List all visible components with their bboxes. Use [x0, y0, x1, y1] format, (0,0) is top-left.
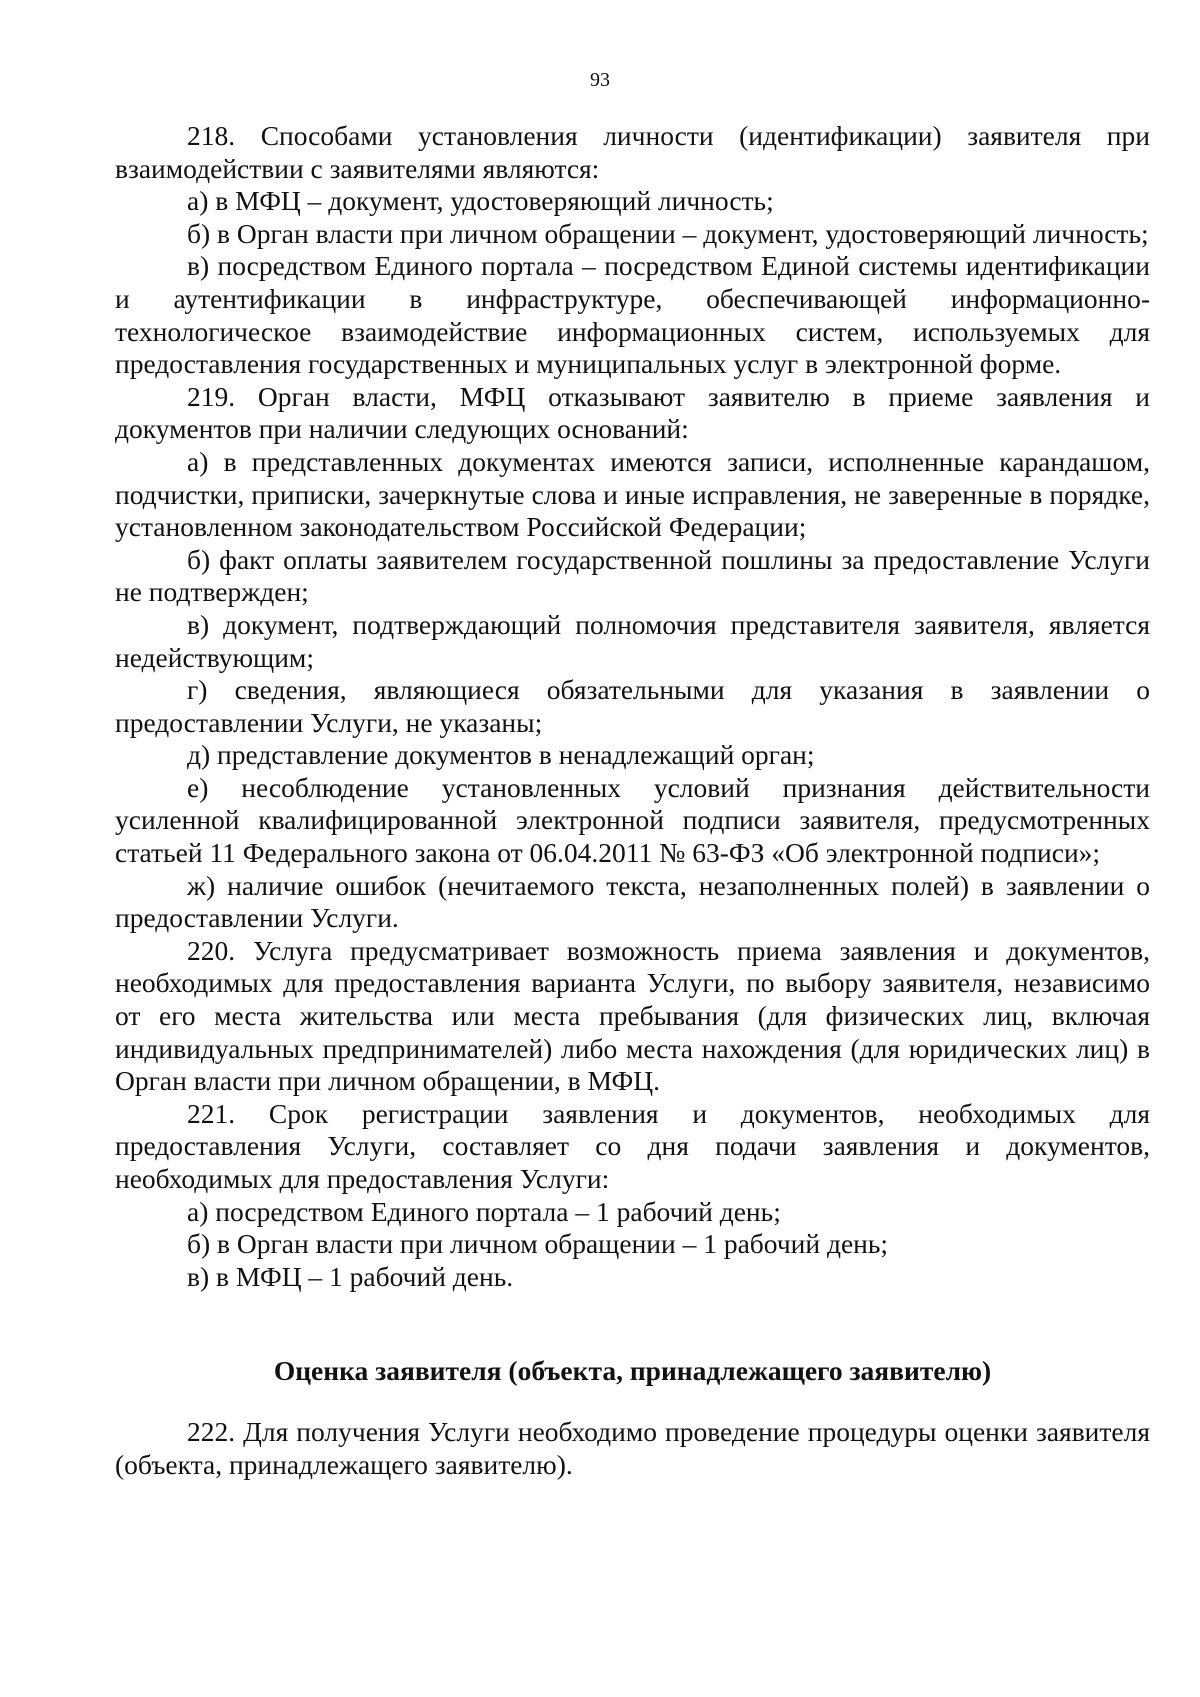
- page-number: 93: [590, 69, 610, 91]
- document-body: [115, 120, 1150, 1481]
- list-item-219-b: б) факт оплаты заявителем государственной пошлины за предоставление Услуги не подтвержден;: [115, 543, 1150, 608]
- list-item-221-b: б) в Орган власти при личном обращении – 1 рабочий день;: [187, 1228, 889, 1260]
- section-heading: Оценка заявителя (объекта, принадлежащего заявителю): [273, 1355, 992, 1387]
- paragraph-219: 219. Орган власти, МФЦ отказывают заявителю в приеме заявления и документов при наличии следующих оснований:: [115, 380, 1150, 445]
- list-item-219-d: д) представление документов в ненадлежащий орган;: [187, 739, 815, 771]
- paragraph-222: 222. Для получения Услуги необходимо проведение процедуры оценки заявителя (объекта, принадлежащего заявителю).: [115, 1415, 1150, 1480]
- paragraph-221: 221. Срок регистрации заявления и документов, необходимых для предоставления Услуги, составляет со дня подачи заявления и документов, необходимых для предоставления Услуги:: [115, 1097, 1150, 1194]
- list-item-218-b: б) в Орган власти при личном обращении – документ, удостоверяющий личность;: [187, 217, 1149, 249]
- list-item-219-g: г) сведения, являющиеся обязательными для указания в заявлении о предоставлении Услуги, не указаны;: [115, 674, 1150, 738]
- list-item-219-zh: ж) наличие ошибок (нечитаемого текста, незаполненных полей) в заявлении о предоставлении Услуги.: [115, 869, 1150, 934]
- list-item-218-a: а) в МФЦ – документ, удостоверяющий личность;: [187, 185, 774, 217]
- list-item-221-v: в) в МФЦ – 1 рабочий день.: [187, 1260, 514, 1292]
- list-item-219-v: в) документ, подтверждающий полномочия представителя заявителя, является недействующим;: [115, 608, 1150, 673]
- list-item-219-e: е) несоблюдение установленных условий признания действительности усиленной квалифицированной электронной подписи заявителя, предусмотренных статьей 11 Федерального закона от 06.04.2011 № 63-ФЗ «Об электронной подписи»;: [115, 771, 1150, 869]
- list-item-219-a: а) в представленных документах имеются записи, исполненные карандашом, подчистки, приписки, зачеркнутые слова и иные исправления, не заверенные в порядке, установленном законодательством Российской Федерации;: [115, 445, 1150, 543]
- list-item-218-v: в) посредством Единого портала – посредством Единой системы идентификации и аутентификации в инфраструктуре, обеспечивающей информационно-технологическое взаимодействие информационных систем, используемых для предоставления государственных и муниципальных услуг в электронной форме.: [115, 250, 1150, 380]
- paragraph-218: 218. Способами установления личности (идентификации) заявителя при взаимодействии с заявителями являются:: [115, 120, 1150, 184]
- paragraph-220: 220. Услуга предусматривает возможность приема заявления и документов, необходимых для предоставления варианта Услуги, по выбору заявителя, независимо от его места жительства или места пребывания (для физических лиц, включая индивидуальных предпринимателей) либо места нахождения (для юридических лиц) в Орган власти при личном обращении, в МФЦ.: [115, 934, 1150, 1097]
- list-item-221-a: а) посредством Единого портала – 1 рабочий день;: [187, 1195, 781, 1227]
